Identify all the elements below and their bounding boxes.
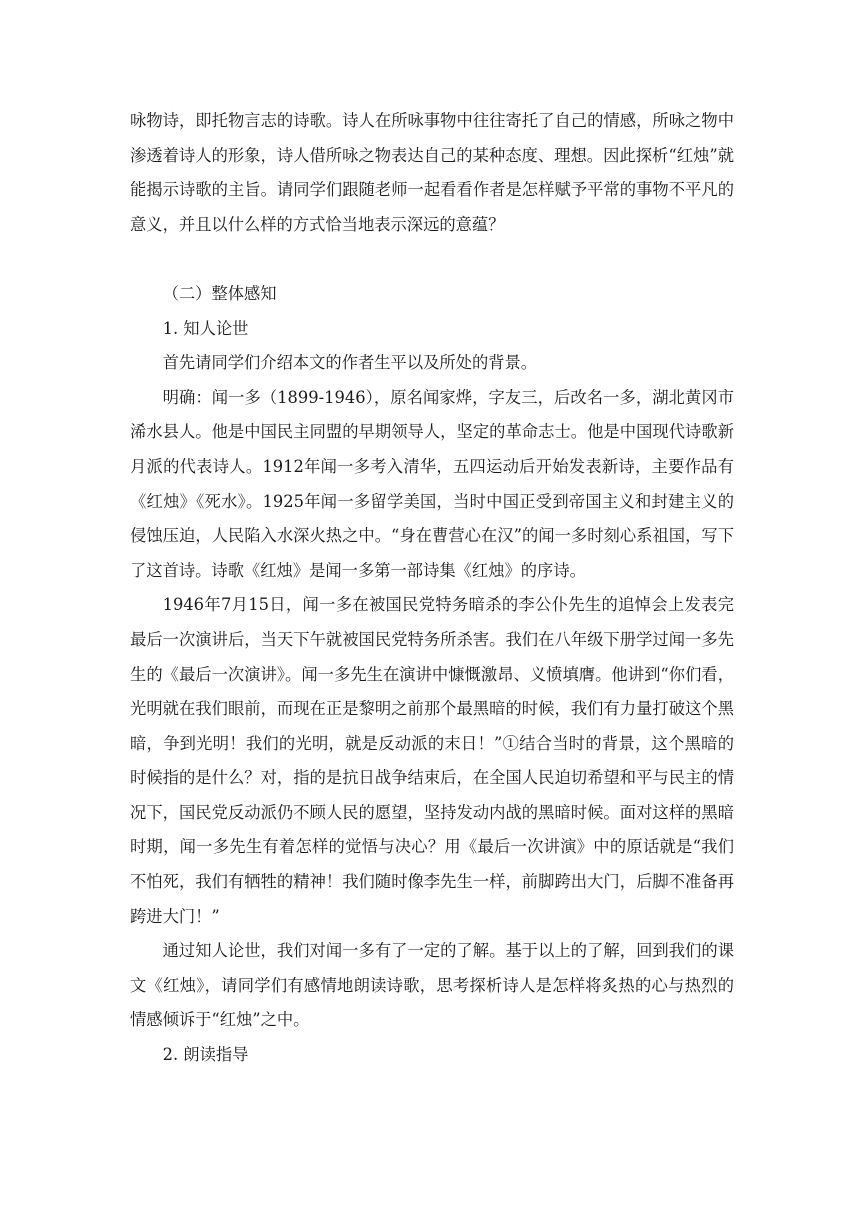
item-prompt-paragraph: 首先请同学们介绍本文的作者生平以及所处的背景。	[162, 353, 538, 373]
section-heading: （二）整体感知	[162, 283, 277, 303]
item-heading-know-author: 1. 知人论世	[162, 318, 249, 338]
clarification-paragraph: 明确：闻一多（1899-1946），原名闻家烨，字友三，后改名一多，湖北黄冈市浠水县人。他是中国民主同盟的早期领导人，坚定的革命志士。他是中国现代诗歌新月派的代表诗人。1912年闻一多考入清华，五四运动后开始发表新诗，主要作品有《红烛》《死水》。1925年闻一多留学美国，当时中国正受到帝国主义和封建主义的侵蚀压迫，人民陷入水深火热之中。“身在曹营心在汉”的闻一多时刻心系祖国，写下了这首诗。诗歌《红烛》是闻一多第一部诗集《红烛》的序诗。	[130, 387, 734, 580]
intro-paragraph: 咏物诗，即托物言志的诗歌。诗人在所咏事物中往往寄托了自己的情感，所咏之物中渗透着诗人的形象，诗人借所咏之物表达自己的某种态度、理想。因此探析“红烛”就能揭示诗歌的主旨。请同学们跟随老师一起看看作者是怎样赋予平常的事物不平凡的意义，并且以什么样的方式恰当地表示深远的意蕴？	[130, 111, 734, 234]
transition-paragraph: 通过知人论世，我们对闻一多有了一定的了解。基于以上的了解，回到我们的课文《红烛》，请同学们有感情地朗读诗歌，思考探析诗人是怎样将炙热的心与热烈的情感倾诉于“红烛”之中。	[130, 941, 734, 1030]
document-body	[130, 104, 734, 1073]
item-heading-reading-guide: 2. 朗读指导	[162, 1045, 249, 1065]
speech-paragraph: 1946年7月15日，闻一多在被国民党特务暗杀的李公仆先生的追悼会上发表完最后一次演讲后，当天下午就被国民党特务所杀害。我们在八年级下册学过闻一多先生的《最后一次演讲》。闻一多先生在演讲中慷慨激昂、义愤填膺。他讲到“你们看，光明就在我们眼前，而现在正是黎明之前那个最黑暗的时候，我们有力量打破这个黑暗，争到光明！我们的光明，就是反动派的末日！”①结合当时的背景，这个黑暗的时候指的是什么？对，指的是抗日战争结束后，在全国人民迫切希望和平与民主的情况下，国民党反动派仍不顾人民的愿望，坚持发动内战的黑暗时候。面对这样的黑暗时期，闻一多先生有着怎样的觉悟与决心？用《最后一次讲演》中的原话就是“我们不怕死，我们有牺牲的精神！我们随时像李先生一样，前脚跨出大门，后脚不准备再跨进大门！”	[130, 595, 734, 926]
blank-line	[130, 242, 734, 277]
